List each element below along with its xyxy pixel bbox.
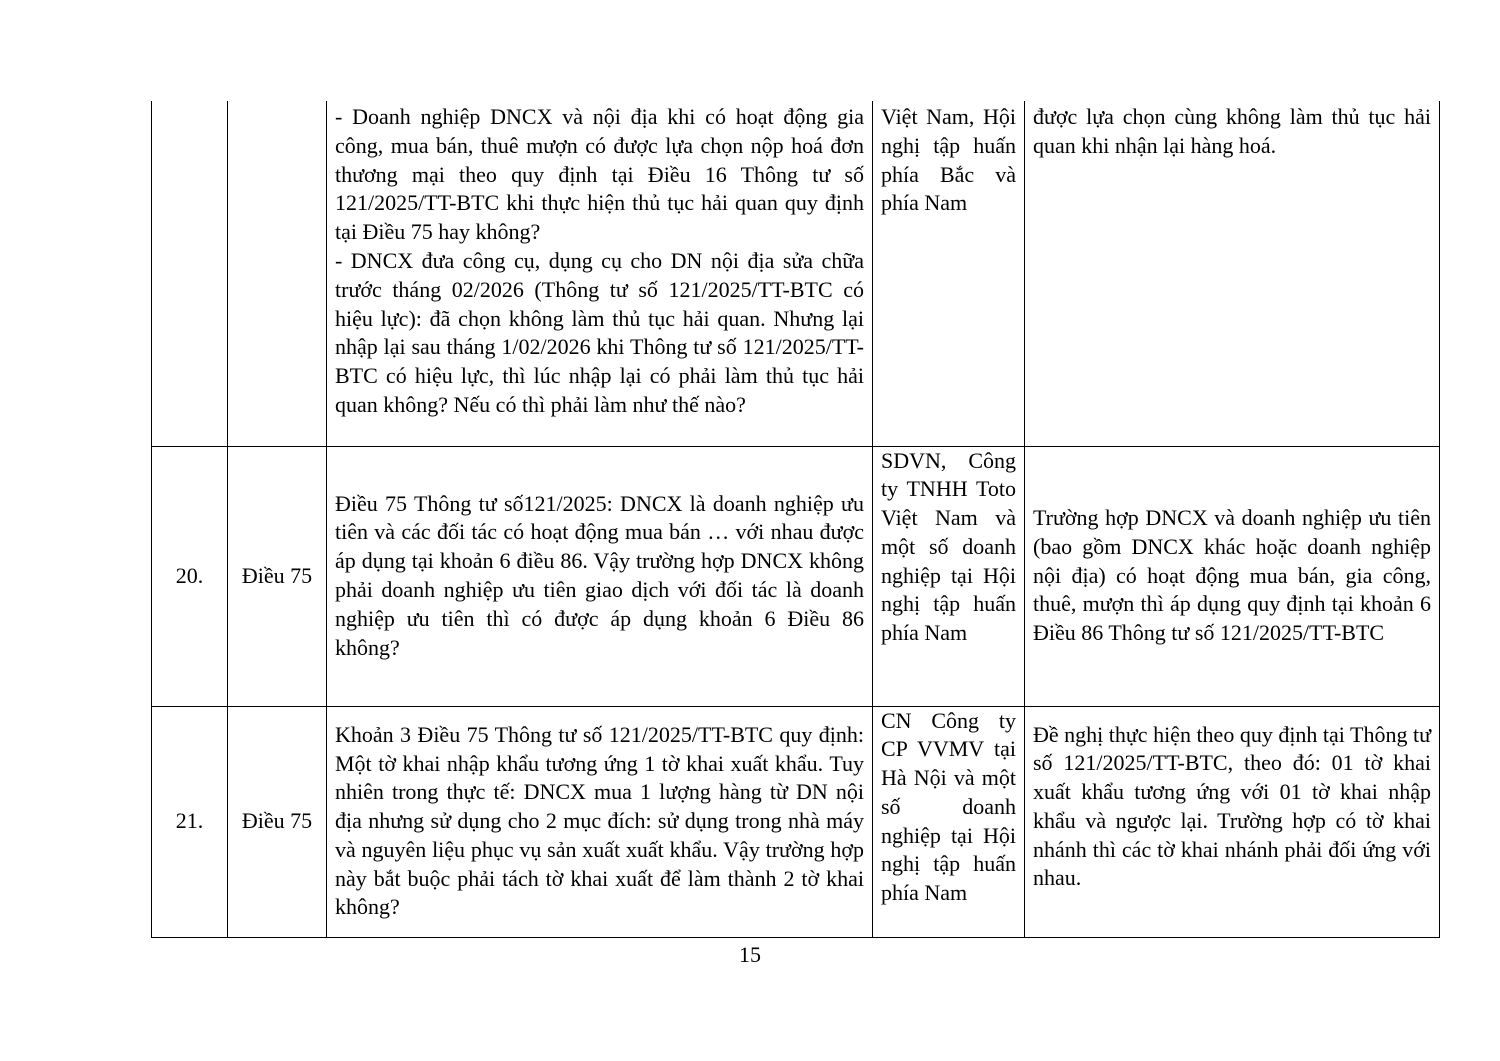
answer-cell: Trường hợp DNCX và doanh nghiệp ưu tiên (bao gồm DNCX khác hoặc doanh nghiệp nội địa) có hoạt động mua bán, gia công, thuê, mượn thì áp dụng quy định tại khoản 6 Điều 86 Thông tư số 121/2025/TT-BTC <box>1025 446 1440 706</box>
question-paragraph: - DNCX đưa công cụ, dụng cụ cho DN nội địa sửa chữa trước tháng 02/2026 (Thông tư số 121/2025/TT-BTC có hiệu lực): đã chọn không làm thủ tục hải quan. Nhưng lại nhập lại sau tháng 1/02/2026 khi Thông tư số 121/2025/TT-BTC có hiệu lực, thì lúc nhập lại có phải làm thủ tục hải quan không? Nếu có thì phải làm như thế nào? <box>335 247 864 417</box>
row-number-cell <box>152 101 228 446</box>
question-cell <box>327 706 873 937</box>
question-cell <box>327 446 873 706</box>
question-cell <box>327 101 873 446</box>
question-paragraph: - Doanh nghiệp DNCX và nội địa khi có hoạt động gia công, mua bán, thuê mượn có được lựa chọn nộp hoá đơn thương mại theo quy định tại Điều 16 Thông tư số 121/2025/TT-BTC khi thực hiện thủ tục hải quan quy định tại Điều 75 hay không? <box>335 104 864 245</box>
answer-paragraph: Đề nghị thực hiện theo quy định tại Thông tư số 121/2025/TT-BTC, theo đó: 01 tờ khai xuất khẩu tương ứng với 01 tờ khai nhập khẩu và ngược lại. Trường hợp có tờ khai nhánh thì các tờ khai nhánh phải đối ứng với nhau. <box>1033 721 1431 891</box>
answer-cell: được lựa chọn cùng không làm thủ tục hải quan khi nhận lại hàng hoá. <box>1025 101 1440 446</box>
table-row <box>152 101 1440 446</box>
question-paragraph: Điều 75 Thông tư số121/2025: DNCX là doanh nghiệp ưu tiên và các đối tác có hoạt động mua bán … với nhau được áp dụng tại khoản 6 điều 86. Vậy trường hợp DNCX không phải doanh nghiệp ưu tiên giao dịch với đối tác là doanh nghiệp ưu tiên thì có được áp dụng khoản 6 Điều 86 không? <box>335 490 864 660</box>
question-paragraph: Khoản 3 Điều 75 Thông tư số 121/2025/TT-BTC quy định: Một tờ khai nhập khẩu tương ứng 1 tờ khai xuất khẩu. Tuy nhiên trong thực tế: DNCX mua 1 lượng hàng từ DN nội địa nhưng sử dụng cho 2 mục đích: sử dụng trong nhà máy và nguyên liệu phục vụ sản xuất xuất khẩu. Vậy trường hợp này bắt buộc phải tách tờ khai xuất để làm thành 2 tờ khai không? <box>335 721 864 920</box>
row-number-cell: 21. <box>152 706 228 937</box>
row-number-cell: 20. <box>152 446 228 706</box>
source-cell: SDVN, Công ty TNHH Toto Việt Nam và một số doanh nghiệp tại Hội nghị tập huấn phía Nam <box>873 446 1025 706</box>
answer-cell <box>1025 706 1440 937</box>
article-cell <box>228 101 327 446</box>
article-cell: Điều 75 <box>228 706 327 937</box>
qa-table <box>151 101 1440 938</box>
table-row <box>152 446 1440 706</box>
source-cell: Việt Nam, Hội nghị tập huấn phía Bắc và phía Nam <box>873 101 1025 446</box>
source-cell: CN Công ty CP VVMV tại Hà Nội và một số doanh nghiệp tại Hội nghị tập huấn phía Nam <box>873 706 1025 937</box>
article-cell: Điều 75 <box>228 446 327 706</box>
table-row <box>152 706 1440 937</box>
page-number: 15 <box>739 942 761 967</box>
